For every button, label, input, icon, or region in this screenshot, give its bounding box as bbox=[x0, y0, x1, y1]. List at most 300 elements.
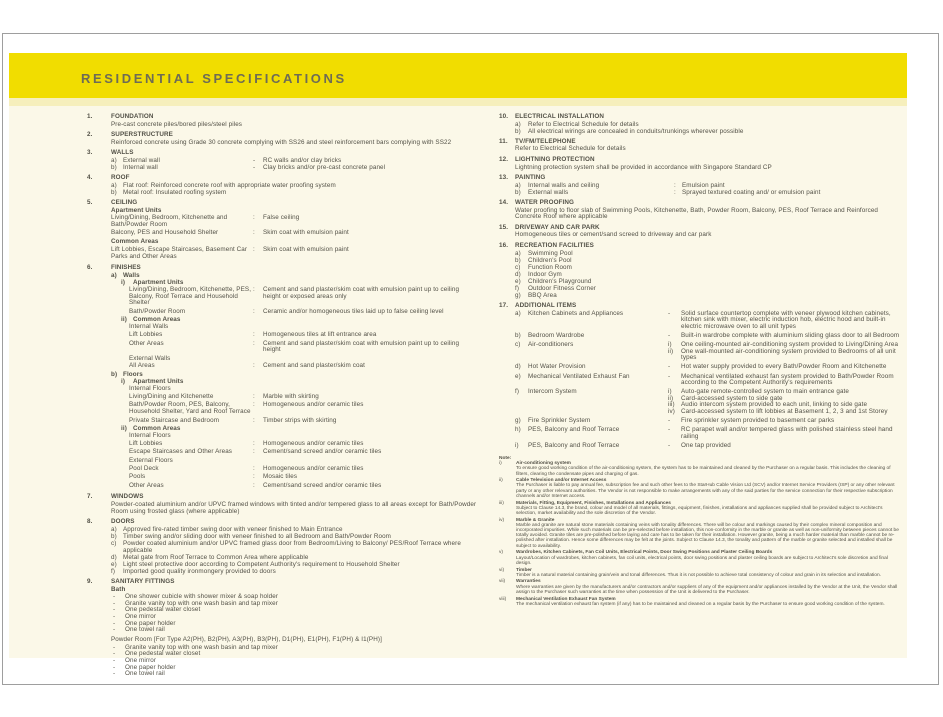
item-values bbox=[668, 418, 903, 425]
spec-row bbox=[111, 363, 477, 370]
header-strip bbox=[9, 98, 907, 106]
note-title: Wardrobes, Kitchen Cabinets, Fan Coil Units, Electrical Points, Door Swing Positions and Plaster Ceiling Boards bbox=[516, 550, 773, 556]
row-separator: : bbox=[674, 181, 676, 189]
item-tag: b) bbox=[515, 188, 521, 196]
bullet-item bbox=[111, 671, 477, 678]
section-title: SUPERSTRUCTURE bbox=[111, 131, 173, 139]
item-label: Intercom System bbox=[528, 388, 577, 396]
bullet-item bbox=[111, 627, 477, 634]
bullet-text: One pedestal water closet bbox=[125, 650, 201, 658]
spec-section bbox=[87, 494, 477, 516]
item-tag: i) bbox=[515, 441, 519, 449]
item-text: Light steel protective door according to Competent Authority's requirement to Household Shelter bbox=[123, 560, 400, 568]
value-text: Card-accessed system to lift lobbies at Basement 1, 2, 3 and 1st Storey bbox=[681, 407, 888, 415]
additional-item bbox=[515, 364, 903, 371]
bullet-list bbox=[111, 594, 477, 634]
row-label: Pools bbox=[129, 473, 146, 481]
section-title: DRIVEWAY AND CAR PARK bbox=[515, 223, 600, 231]
row-value: Homogeneous and/or ceramic tiles bbox=[263, 464, 364, 472]
section-body bbox=[111, 200, 477, 262]
item-tag: a) bbox=[111, 271, 117, 279]
value-tag: - bbox=[668, 332, 671, 340]
item-text: Children's Pool bbox=[528, 256, 572, 264]
bullet-dash: - bbox=[113, 663, 116, 671]
group-heading: Common Areas bbox=[111, 238, 159, 246]
lettered-item bbox=[111, 190, 477, 197]
row-label: Private Staircase and Bedroom bbox=[129, 416, 220, 424]
section-number: 13. bbox=[499, 174, 509, 182]
spec-section bbox=[499, 157, 903, 172]
section-number: 1. bbox=[87, 113, 93, 120]
lettered-item bbox=[515, 258, 903, 265]
bullet-dash: - bbox=[113, 650, 116, 658]
note-body bbox=[516, 568, 903, 578]
header-band bbox=[9, 53, 907, 98]
spec-row bbox=[111, 402, 477, 415]
note-body bbox=[516, 597, 903, 607]
additional-item bbox=[515, 389, 903, 415]
spec-section bbox=[499, 225, 903, 240]
spec-section bbox=[499, 303, 903, 452]
item-tag: g) bbox=[515, 292, 521, 300]
item-label: Air-conditioners bbox=[528, 341, 574, 349]
row-separator: : bbox=[253, 448, 255, 456]
item-text: Outdoor Fitness Corner bbox=[528, 284, 596, 292]
row-value: Clay bricks and/or pre-cast concrete panel bbox=[263, 164, 386, 172]
row-separator: : bbox=[253, 416, 255, 424]
row-separator: : bbox=[253, 229, 255, 237]
item-text: Refer to Electrical Schedule for details bbox=[528, 120, 639, 128]
item-tag: b) bbox=[515, 127, 521, 135]
row-separator: : bbox=[253, 392, 255, 400]
item-tag: b) bbox=[111, 371, 118, 378]
lettered-item bbox=[111, 569, 477, 576]
section-title: WINDOWS bbox=[111, 493, 144, 501]
note-title: Materials, Fitting, Equipment, Finishes, Installations and Appliances bbox=[516, 500, 671, 506]
spec-row bbox=[111, 287, 477, 307]
note-title: Cable Television and/or Internet Access bbox=[516, 478, 607, 484]
spec-text: Reinforced concrete using Grade 30 concrete complying with SS26 and steel reinforcement bars complying with SS22 bbox=[111, 138, 452, 146]
row-separator: : bbox=[253, 285, 255, 293]
spec-text: Powder Room [For Type A2(PH), B2(PH), A3(PH), B3(PH), D1(PH), E1(PH), F1(PH) & I1(PH)] bbox=[111, 636, 382, 644]
spec-sheet bbox=[9, 106, 907, 678]
section-body bbox=[111, 114, 477, 129]
item-values bbox=[668, 374, 903, 387]
section-number: 12. bbox=[499, 155, 509, 163]
item-label: PES, Balcony and Roof Terrace bbox=[528, 426, 620, 434]
value-text: Solid surface countertop complete with veneer plywood kitchen cabinets, kitchen sink with mixer, electric induction hob, electric hood and built-in electric microwave oven to all unit types bbox=[681, 309, 891, 330]
item-tag: b) bbox=[111, 164, 117, 172]
item-tag: b) bbox=[515, 332, 521, 340]
item-tag: b) bbox=[515, 256, 521, 264]
item-tag: a) bbox=[515, 120, 521, 128]
item-text: BBQ Area bbox=[528, 292, 557, 300]
note-text: The mechanical ventilation exhaust fan system (if any) has to be maintained and cleaned on a regular basis by the Purchaser to ensure good working condition of the system. bbox=[516, 601, 885, 607]
value-line bbox=[668, 418, 903, 425]
note-tag: vii) bbox=[499, 579, 506, 585]
row-label: Internal walls and ceiling bbox=[528, 181, 600, 189]
bullet-text: One mirror bbox=[125, 656, 157, 664]
value-text: Fire sprinkler system provided to basement car parks bbox=[681, 417, 835, 425]
spec-column-left bbox=[87, 114, 477, 682]
notes-section bbox=[499, 456, 903, 607]
row-value: Emulsion paint bbox=[682, 181, 725, 189]
note-tag: ii) bbox=[499, 478, 503, 484]
row-label: Lift Lobbies, Escape Staircases, Basement Car Parks and Other Areas bbox=[111, 246, 248, 260]
item-text: Common Areas bbox=[133, 425, 181, 433]
section-number: 4. bbox=[87, 174, 93, 182]
item-text: All electrical wirings are concealed in conduits/trunkings wherever possible bbox=[528, 127, 744, 135]
row-value: Homogeneous tiles at lift entrance area bbox=[263, 331, 377, 339]
section-title: ROOF bbox=[111, 174, 130, 182]
spec-section bbox=[87, 265, 477, 491]
row-label: Lift Lobbies bbox=[129, 439, 163, 447]
item-text: Common Areas bbox=[133, 316, 181, 324]
row-value: Cement/sand screed and/or ceramic tiles bbox=[263, 481, 382, 489]
section-title: RECREATION FACILITIES bbox=[515, 241, 594, 249]
value-line bbox=[668, 374, 903, 387]
spec-row bbox=[111, 483, 477, 490]
value-text: Hot water supply provided to every Bath/Powder Room and Kitchenette bbox=[681, 363, 887, 371]
note-tag: vi) bbox=[499, 567, 505, 573]
section-number: 3. bbox=[87, 149, 93, 157]
note-body bbox=[516, 550, 903, 566]
item-tag: e) bbox=[515, 372, 521, 380]
notes-heading: Note: bbox=[499, 455, 512, 461]
item-tag: h) bbox=[515, 426, 521, 434]
bullet-text: One mirror bbox=[125, 612, 157, 620]
row-separator: : bbox=[253, 331, 255, 339]
section-number: 17. bbox=[499, 302, 509, 310]
note-title: Timber bbox=[516, 567, 532, 573]
section-body bbox=[111, 132, 477, 147]
item-label: Bedroom Wardrobe bbox=[528, 332, 585, 340]
bullet-item bbox=[111, 665, 477, 672]
row-label: Other Areas bbox=[129, 339, 164, 347]
note-text: Where warranties are given by the manufacturers and/or contractors and/or suppliers of any of the equipment and/or appliances installed by the Vendor at the Unit, the Vendor shall assign to the Purchaser such warranties at the time when possession of the Unit is delivered to the Purchaser. bbox=[516, 584, 898, 595]
row-value: Ceramic and/or homogeneous tiles laid up to false ceiling level bbox=[263, 307, 444, 315]
item-tag: e) bbox=[515, 277, 521, 285]
bullet-dash: - bbox=[113, 643, 116, 651]
row-value: Mosaic tiles bbox=[263, 473, 298, 481]
note-body bbox=[516, 461, 903, 477]
section-title: FINISHES bbox=[111, 264, 141, 272]
note-item bbox=[499, 597, 903, 607]
row-value: Cement and sand plaster/skim coat with emulsion paint up to ceiling height bbox=[263, 339, 460, 354]
value-text: RC parapet wall and/or tempered glass with polished stainless steel hand railing bbox=[681, 426, 893, 440]
section-body bbox=[111, 175, 477, 197]
note-tag: v) bbox=[499, 550, 503, 556]
note-tag: i) bbox=[499, 461, 502, 467]
note-text: To ensure good working condition of the air-conditioning system, the system has to be maintained and cleaned by the Purchaser on a regular basis. This includes the cleaning of filters, clearing the condensate pipes and charging of gas. bbox=[516, 466, 891, 477]
item-tag: i) bbox=[121, 278, 126, 286]
row-separator: - bbox=[253, 156, 256, 164]
row-separator: : bbox=[253, 307, 255, 315]
row-label: Living/Dining, Bedroom, Kitchenette, PES, Balcony, Roof Terrace and Household Shelter bbox=[129, 285, 252, 307]
row-value: Timber strips with skirting bbox=[263, 416, 337, 424]
bullet-dash: - bbox=[113, 612, 116, 620]
item-tag: d) bbox=[515, 270, 521, 278]
lettered-item bbox=[111, 541, 477, 554]
value-tag: - bbox=[668, 363, 671, 371]
value-tag: ii) bbox=[668, 347, 674, 355]
value-tag: ii) bbox=[668, 394, 674, 402]
row-label: Living/Dining and Kitchenette bbox=[129, 392, 214, 400]
section-body bbox=[111, 519, 477, 576]
section-number: 9. bbox=[87, 577, 93, 585]
item-text: Indoor Gym bbox=[528, 270, 562, 278]
item-text: Walls bbox=[123, 271, 140, 279]
lettered-item bbox=[515, 265, 903, 272]
spec-text: Internal Walls bbox=[129, 323, 169, 331]
row-value: Skim coat with emulsion paint bbox=[263, 229, 349, 237]
note-item bbox=[499, 568, 903, 578]
spec-column-right bbox=[499, 114, 903, 608]
row-separator: - bbox=[253, 164, 256, 172]
item-label: Mechanical Ventilated Exhaust Fan bbox=[528, 372, 630, 380]
item-text: Timber swing and/or sliding door with veneer finished to all Bedroom and Bath/Powder Room bbox=[123, 532, 392, 540]
spec-text: Internal Floors bbox=[129, 385, 171, 393]
item-text: Swimming Pool bbox=[528, 249, 573, 257]
item-values bbox=[668, 342, 903, 362]
row-value: Sprayed textured coating and/ or emulsion paint bbox=[682, 188, 821, 196]
item-text: Children's Playground bbox=[528, 277, 592, 285]
value-line bbox=[668, 427, 903, 440]
item-tag: f) bbox=[515, 388, 520, 396]
item-label: Hot Water Provision bbox=[528, 363, 586, 371]
spec-row bbox=[111, 418, 477, 425]
bullet-text: One towel rail bbox=[125, 670, 165, 678]
spec-section bbox=[87, 200, 477, 262]
section-body bbox=[515, 303, 903, 452]
additional-item bbox=[515, 342, 903, 362]
section-title: WATER PROOFING bbox=[515, 198, 575, 206]
row-separator: : bbox=[253, 339, 255, 347]
spec-row bbox=[111, 309, 477, 316]
row-separator: : bbox=[253, 214, 255, 222]
additional-item bbox=[515, 427, 903, 440]
note-tag: iii) bbox=[499, 500, 504, 506]
value-line bbox=[668, 333, 903, 340]
note-body bbox=[516, 579, 903, 595]
item-text: Approved fire-rated timber swing door with veneer finished to Main Entrance bbox=[123, 525, 343, 533]
item-text: Flat roof: Reinforced concrete roof with appropriate water proofing system bbox=[123, 181, 336, 189]
item-tag: a) bbox=[111, 156, 117, 164]
lettered-row bbox=[515, 190, 903, 197]
section-body bbox=[111, 265, 477, 491]
value-tag: - bbox=[668, 441, 671, 449]
section-number: 2. bbox=[87, 131, 93, 139]
section-number: 14. bbox=[499, 198, 509, 206]
bullet-dash: - bbox=[113, 670, 116, 678]
bullet-text: One towel rail bbox=[125, 626, 165, 634]
additional-item bbox=[515, 311, 903, 331]
value-tag: iv) bbox=[668, 407, 675, 415]
section-number: 10. bbox=[499, 113, 509, 120]
item-text: Imported good quality ironmongery provided to doors bbox=[123, 567, 276, 575]
item-values bbox=[668, 311, 903, 331]
item-text: Metal roof: Insulated roofing system bbox=[123, 188, 227, 196]
group-heading: Apartment Units bbox=[111, 206, 162, 214]
bullet-text: One paper holder bbox=[125, 619, 176, 627]
value-tag: - bbox=[668, 372, 671, 380]
row-separator: : bbox=[253, 439, 255, 447]
lettered-item bbox=[515, 293, 903, 300]
section-title: FOUNDATION bbox=[111, 113, 154, 120]
note-tag: viii) bbox=[499, 596, 507, 602]
value-text: Auto-gate remote-controlled system to main entrance gate bbox=[681, 388, 850, 396]
spec-row bbox=[111, 441, 477, 448]
spec-section bbox=[499, 114, 903, 136]
item-tag: a) bbox=[111, 181, 117, 189]
spec-section bbox=[87, 175, 477, 197]
value-tag: iii) bbox=[668, 401, 675, 409]
spec-row bbox=[111, 341, 477, 354]
section-title: DOORS bbox=[111, 518, 135, 526]
item-label: Fire Sprinkler System bbox=[528, 417, 591, 425]
document-page bbox=[2, 33, 939, 685]
additional-item bbox=[515, 418, 903, 425]
item-text: Floors bbox=[123, 371, 143, 378]
note-body bbox=[516, 478, 903, 499]
section-title: PAINTING bbox=[515, 174, 546, 182]
bullet-dash: - bbox=[113, 599, 116, 607]
value-line bbox=[668, 443, 903, 450]
section-body bbox=[111, 494, 477, 516]
spec-section bbox=[87, 150, 477, 172]
item-tag: c) bbox=[515, 341, 521, 349]
note-item bbox=[499, 550, 903, 566]
value-line bbox=[668, 311, 903, 331]
row-label: External walls bbox=[528, 188, 569, 196]
row-label: Lift Lobbies bbox=[129, 331, 163, 339]
row-label: External wall bbox=[123, 156, 160, 164]
spec-row bbox=[111, 394, 477, 401]
spec-section bbox=[87, 132, 477, 147]
row-separator: : bbox=[253, 481, 255, 489]
note-text: Subject to Clause 14.3, the brand, colour and model of all materials, fittings, equipment, finishes, installations and appliances supplied shall be provided subject to Architect's selection, market availability and the sole discretion of the Vendor. bbox=[516, 505, 883, 516]
section-title: TV/FM/TELEPHONE bbox=[515, 137, 576, 145]
page-title: RESIDENTIAL SPECIFICATIONS bbox=[81, 70, 347, 86]
value-line bbox=[668, 349, 903, 362]
bullet-dash: - bbox=[113, 606, 116, 614]
section-body bbox=[111, 579, 477, 679]
note-title: Mechanical Ventilation Exhaust Fan System bbox=[516, 596, 616, 602]
row-separator: : bbox=[674, 188, 676, 196]
section-body bbox=[515, 243, 903, 300]
bullet-item bbox=[111, 651, 477, 658]
section-number: 8. bbox=[87, 518, 93, 526]
value-text: One tap provided bbox=[681, 441, 731, 449]
bullet-text: One pedestal water closet bbox=[125, 606, 201, 614]
spec-section bbox=[499, 175, 903, 197]
item-values bbox=[668, 364, 903, 371]
bullet-dash: - bbox=[113, 619, 116, 627]
spec-section bbox=[499, 200, 903, 222]
value-line bbox=[668, 409, 903, 416]
value-line bbox=[668, 364, 903, 371]
section-title: ELECTRICAL INSTALLATION bbox=[515, 113, 605, 120]
section-number: 6. bbox=[87, 264, 93, 272]
section-body bbox=[515, 139, 903, 154]
additional-item bbox=[515, 333, 903, 340]
item-tag: d) bbox=[515, 363, 521, 371]
item-tag: b) bbox=[111, 532, 117, 540]
item-tag: c) bbox=[111, 539, 117, 547]
bullet-text: One shower cubicle with shower mixer & soap holder bbox=[125, 593, 279, 601]
value-tag: - bbox=[668, 426, 671, 434]
item-text: Apartment Units bbox=[133, 378, 184, 386]
row-label: Pool Deck bbox=[129, 464, 159, 472]
row-value: Cement and sand plaster/skim coat with emulsion paint up to ceiling height or exposed areas only bbox=[263, 285, 460, 300]
value-tag: i) bbox=[668, 341, 672, 349]
item-tag: ii) bbox=[121, 316, 127, 324]
value-text: One wall-mounted air-conditioning system provided to Bedrooms of all unit types bbox=[681, 347, 896, 362]
row-value: Marble with skirting bbox=[263, 392, 319, 400]
spec-row bbox=[111, 230, 477, 237]
value-tag: - bbox=[668, 417, 671, 425]
row-value: Skim coat with emulsion paint bbox=[263, 246, 349, 253]
note-title: Air-conditioning system bbox=[516, 461, 571, 467]
item-tag: g) bbox=[515, 417, 521, 425]
section-body bbox=[515, 157, 903, 172]
section-title: LIGHTNING PROTECTION bbox=[515, 155, 595, 163]
value-text: One ceiling-mounted air-conditioning system provided to Living/Dining Area bbox=[681, 341, 899, 349]
item-tag: e) bbox=[111, 560, 117, 568]
item-text: Apartment Units bbox=[133, 278, 184, 286]
spec-text: Lightning protection system shall be provided in accordance with Singapore Standard CP bbox=[515, 163, 772, 171]
section-number: 16. bbox=[499, 241, 509, 249]
bullet-text: One paper holder bbox=[125, 663, 176, 671]
bullet-dash: - bbox=[113, 656, 116, 664]
row-separator: : bbox=[253, 401, 255, 409]
section-body bbox=[515, 114, 903, 136]
row-label: Bath/Powder Room bbox=[129, 307, 186, 315]
row-value: Homogeneous and/or ceramic tiles bbox=[263, 439, 364, 447]
bullet-list bbox=[111, 645, 477, 678]
spec-text: Homogeneous tiles or cement/sand screed to driveway and car park bbox=[515, 231, 712, 239]
row-label: Escape Staircases and Other Areas bbox=[129, 448, 233, 456]
row-value: False ceiling bbox=[263, 214, 300, 222]
spec-row bbox=[111, 332, 477, 339]
row-separator: : bbox=[253, 246, 255, 253]
item-tag: c) bbox=[515, 263, 521, 271]
bullet-item bbox=[111, 607, 477, 614]
note-item bbox=[499, 579, 903, 595]
spec-text: Internal Floors bbox=[129, 432, 171, 440]
section-title: ADDITIONAL ITEMS bbox=[515, 302, 577, 310]
item-values bbox=[668, 443, 903, 450]
note-text: Timber is a natural material containing grain/vein and tonal differences. Thus it is not possible to achieve total consistency of colour and grain in its selection and installation. bbox=[516, 572, 881, 578]
item-values bbox=[668, 389, 903, 415]
note-text: Layout/Location of wardrobes, kitchen cabinets, fan coil units, electrical points, door swing positions and plaster ceiling boards are subject to Architect's sole discretion and final design. bbox=[516, 555, 888, 566]
item-tag: a) bbox=[515, 181, 521, 189]
section-number: 7. bbox=[87, 493, 93, 501]
item-tag: d) bbox=[111, 553, 117, 561]
row-label: Living/Dining, Bedroom, Kitchenette and Bath/Powder Room bbox=[111, 214, 228, 228]
note-tag: iv) bbox=[499, 517, 505, 523]
note-title: Marble & Granite bbox=[516, 517, 555, 523]
spec-row bbox=[111, 247, 477, 260]
row-value: Cement and sand plaster/skim coat bbox=[263, 362, 365, 370]
item-text: Metal gate from Roof Terrace to Common Area where applicable bbox=[123, 553, 309, 561]
spec-row bbox=[111, 449, 477, 456]
item-tag: a) bbox=[111, 525, 117, 533]
note-item bbox=[499, 478, 903, 499]
item-values bbox=[668, 333, 903, 340]
section-body bbox=[515, 175, 903, 197]
spec-text: Refer to Electrical Schedule for details bbox=[515, 145, 626, 153]
